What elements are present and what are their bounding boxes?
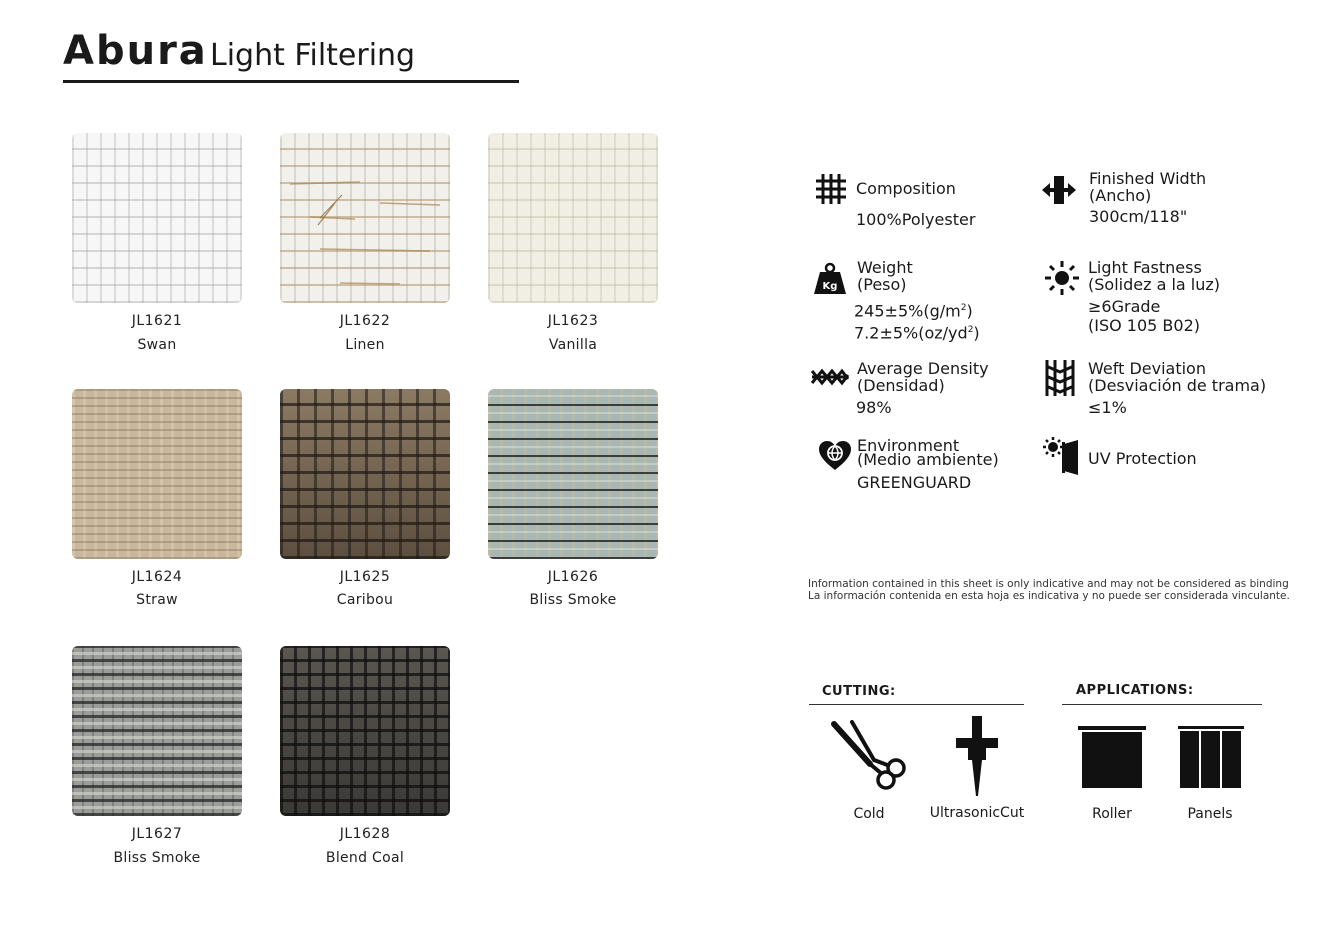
cutting-option-cold: Cold [853,806,885,822]
swatch-code: JL1628 [339,826,391,842]
swatch-name: Straw [136,592,178,608]
swatch-jl1621 [72,133,242,303]
swatch-name: Bliss Smoke [529,592,617,608]
swatch-name: Bliss Smoke [113,850,201,866]
environment-label: Environment (Medio ambiente) [857,436,999,469]
swatch-jl1625 [280,389,450,559]
cutting-option-ultrasonic: UltrasonicCut [929,805,1025,821]
light-fastness-standard: (ISO 105 B02) [1088,316,1200,335]
brand-title: Abura [63,28,208,74]
swatch-code: JL1622 [339,313,391,329]
application-option-panels: Panels [1187,806,1233,822]
weave-icon [810,363,850,391]
swatch-jl1627 [72,646,242,816]
uv-protection-label: UV Protection [1088,449,1197,468]
ultrasonic-cutter-icon [954,716,1000,798]
weft-deviation-value: ≤1% [1088,398,1127,417]
swatch-name: Swan [137,337,177,353]
average-density-value: 98% [856,398,892,417]
applications-title: APPLICATIONS: [1076,683,1194,698]
applications-rule [1062,704,1262,705]
width-arrows-icon [1040,172,1078,208]
cutting-title: CUTTING: [822,684,896,699]
roller-blind-icon [1078,726,1146,790]
sun-icon [1044,260,1080,296]
grid-icon [814,172,848,206]
panel-blind-icon [1178,726,1244,790]
disclaimer [808,578,1290,602]
average-density-label: Average Density (Densidad) [857,359,989,395]
weight-value-metric: $245\pm 5\%(g/m^2)$ [854,301,973,321]
finished-width-label: Finished Width (Ancho) [1089,169,1207,205]
heart-globe-icon [818,440,852,472]
swatch-name: Linen [345,337,385,353]
linen-slub-texture [280,133,450,303]
scissors-icon [830,720,908,792]
swatch-code: JL1623 [547,313,599,329]
composition-value: 100%Polyester [856,210,976,229]
weight-value-imperial: $7.2\pm 5\%(oz/yd^2)$ [854,323,980,343]
kg-weight-icon [812,262,848,296]
swatch-code: JL1627 [131,826,183,842]
disclaimer-es: La información contenida en esta hoja es indicativa y no puede ser considerada vinculante. [808,590,1290,602]
swatch-jl1623 [488,133,658,303]
weight-label: Weight (Peso) [857,258,913,294]
swatch-code: JL1621 [131,313,183,329]
composition-label: Composition [856,179,956,198]
swatch-jl1622 [280,133,450,303]
swatch-jl1626 [488,389,658,559]
weft-deviation-label: Weft Deviation (Desviación de trama) [1088,359,1267,395]
swatch-jl1628 [280,646,450,816]
swatch-jl1624 [72,389,242,559]
finished-width-value: 300cm/118" [1089,207,1188,226]
title-underline [63,80,519,83]
light-fastness-grade: ≥6Grade [1088,297,1161,316]
light-fastness-label: Light Fastness (Solidez a la luz) [1088,258,1221,294]
weft-icon [1044,358,1076,398]
swatch-code: JL1625 [339,569,391,585]
uv-window-icon [1042,436,1080,476]
swatch-name: Blend Coal [325,850,405,866]
collection-subtitle: Light Filtering [210,38,416,73]
swatch-name: Caribou [336,592,394,608]
swatch-code: JL1624 [131,569,183,585]
svg-text:Kg: Kg [822,281,838,292]
swatch-code: JL1626 [547,569,599,585]
disclaimer-en: Information contained in this sheet is only indicative and may not be considered as binding [808,578,1289,590]
cutting-rule [809,704,1024,705]
swatch-name: Vanilla [548,337,598,353]
application-option-roller: Roller [1092,806,1132,822]
environment-value: GREENGUARD [857,473,972,492]
